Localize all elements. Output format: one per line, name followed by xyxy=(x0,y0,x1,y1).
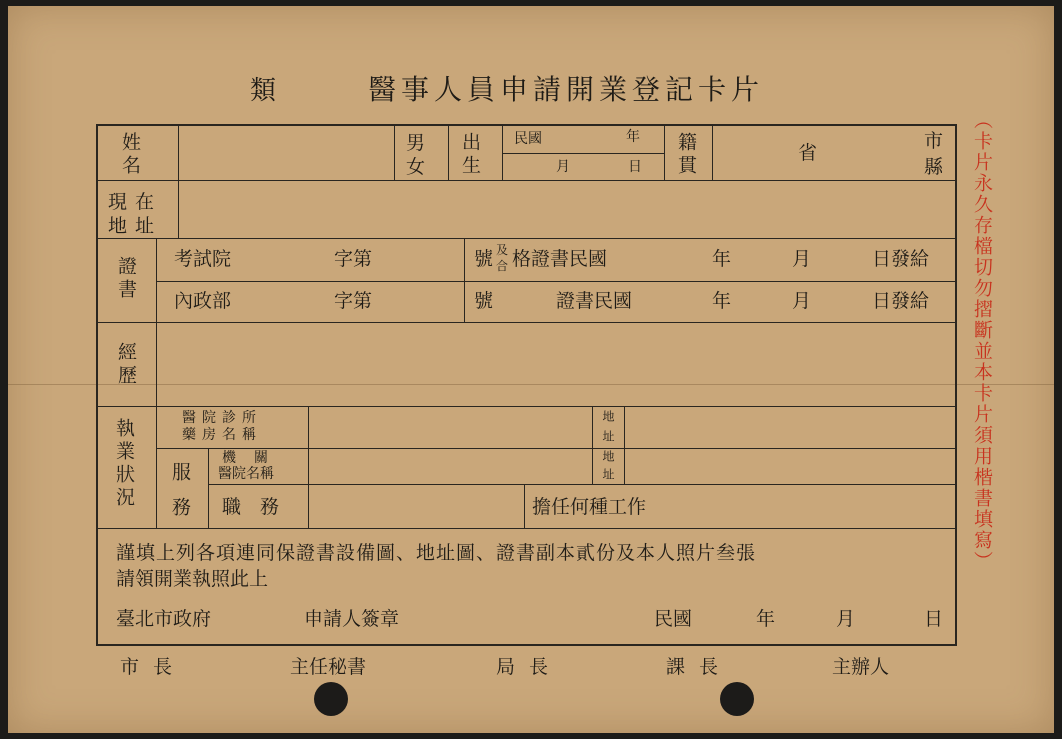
cert1-issuer: 考試院 xyxy=(174,248,232,270)
side-note: （卡片永久存檔切勿摺斷並本卡片須用楷書填寫） xyxy=(971,110,993,572)
duty-label: 職 務 xyxy=(222,496,280,518)
city-label: 市 xyxy=(924,130,944,152)
cert1-hao: 號 xyxy=(474,248,494,270)
org-name-line1: 機 關 xyxy=(222,450,270,466)
date-prefix: 民國 xyxy=(654,608,693,630)
signature-chief-secretary: 主任秘書 xyxy=(290,656,367,678)
birth-label: 出生 xyxy=(459,132,481,178)
sex-male: 男 xyxy=(406,132,426,154)
punch-hole-left xyxy=(314,682,348,716)
cert2-day-issue: 日發給 xyxy=(872,290,930,312)
statement-line1: 謹填上列各項連同保證書設備圖、地址圖、證書副本貳份及本人照片叁張 xyxy=(116,542,757,564)
work-label: 擔任何種工作 xyxy=(532,496,647,518)
government-label: 臺北市政府 xyxy=(116,608,212,630)
cert1-month: 月 xyxy=(792,248,812,270)
practice-label: 執業狀況 xyxy=(113,418,135,510)
clinic-name-line2: 藥房名稱 xyxy=(182,427,262,443)
org-name-line2: 醫院名稱 xyxy=(218,466,274,482)
org-address-label: 地址 xyxy=(601,450,615,486)
punch-hole-right xyxy=(720,682,754,716)
cert1-day-issue: 日發給 xyxy=(872,248,930,270)
certificate-label: 證書 xyxy=(115,256,137,302)
cert1-qualify-bottom: 合 xyxy=(496,259,509,273)
statement-line2: 請領開業執照此上 xyxy=(116,568,269,590)
signature-mayor: 市長 xyxy=(120,656,187,678)
cert1-qualify-top: 及 xyxy=(496,243,509,257)
experience-label: 經歷 xyxy=(115,342,137,388)
clinic-name-line1: 醫院診所 xyxy=(182,410,262,426)
birth-month: 月 xyxy=(556,159,570,175)
applicant-signature-label: 申請人簽章 xyxy=(304,608,400,630)
date-month: 月 xyxy=(836,608,856,630)
cert2-year: 年 xyxy=(712,290,732,312)
signature-section-chief: 課長 xyxy=(666,656,733,678)
date-year: 年 xyxy=(756,608,776,630)
cert2-word-no: 字第 xyxy=(334,290,373,312)
class-label: 類 xyxy=(250,76,277,106)
cert1-cert: 格證書民國 xyxy=(512,248,608,270)
service-label: 服務 xyxy=(169,462,191,532)
address-label: 現在地址 xyxy=(108,191,163,237)
signature-bureau-chief: 局長 xyxy=(496,656,563,678)
clinic-address-label: 地址 xyxy=(601,410,615,450)
date-day: 日 xyxy=(924,608,944,630)
cert1-word-no: 字第 xyxy=(334,248,373,270)
sex-female: 女 xyxy=(406,156,426,178)
birth-year-prefix: 民國 xyxy=(514,131,542,147)
card-title: 醫事人員申請開業登記卡片 xyxy=(368,73,765,106)
birth-year: 年 xyxy=(626,129,640,145)
native-place-label: 籍貫 xyxy=(675,132,697,178)
cert2-month: 月 xyxy=(792,290,812,312)
name-label: 姓名 xyxy=(119,132,141,178)
county-label: 縣 xyxy=(924,156,944,178)
cert2-issuer: 內政部 xyxy=(174,290,232,312)
birth-day: 日 xyxy=(628,159,642,175)
cert2-cert: 證書民國 xyxy=(556,290,633,312)
cert1-year: 年 xyxy=(712,248,732,270)
form-table xyxy=(96,124,957,646)
signature-handler: 主辦人 xyxy=(832,656,890,678)
cert2-hao: 號 xyxy=(474,290,494,312)
province-label: 省 xyxy=(798,142,818,164)
registration-card xyxy=(8,6,1054,733)
